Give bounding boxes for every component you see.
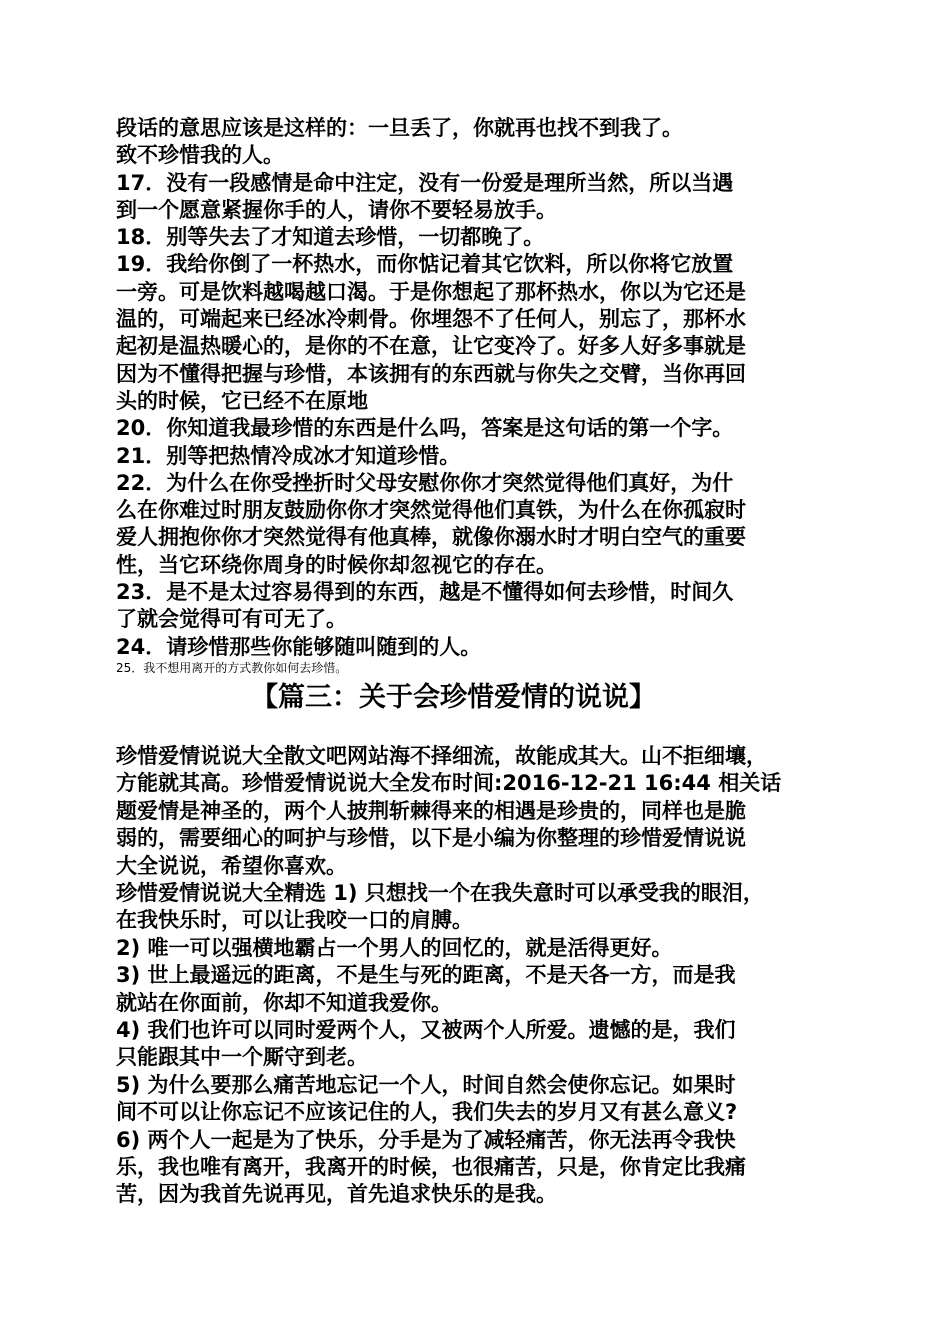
text-line: 到一个愿意紧握你手的人，请你不要轻易放手。	[116, 197, 557, 222]
text-line: 18．别等失去了才知道去珍惜，一切都晚了。	[116, 225, 545, 250]
text-line: 弱的，需要细心的呵护与珍惜，以下是小编为你整理的珍惜爱情说说	[116, 826, 746, 851]
text-line: 珍惜爱情说说大全精选 1) 只想找一个在我失意时可以承受我的眼泪，	[116, 880, 764, 905]
text-line: 起初是温热暖心的，是你的不在意，让它变冷了。好多人好多事就是	[116, 334, 746, 359]
text-line: 只能跟其中一个厮守到老。	[116, 1045, 368, 1070]
text-line: 22．为什么在你受挫折时父母安慰你你才突然觉得他们真好，为什	[116, 470, 734, 495]
text-line: 20．你知道我最珍惜的东西是什么吗，答案是这句话的第一个字。	[116, 416, 734, 441]
text-line: 4) 我们也许可以同时爱两个人，又被两个人所爱。遗憾的是，我们	[116, 1018, 736, 1042]
text-line: 21．别等把热情冷成冰才知道珍惜。	[116, 443, 461, 468]
text-line: 头的时候，它已经不在原地	[116, 388, 368, 413]
text-line: 么在你难过时朋友鼓励你你才突然觉得他们真铁，为什么在你孤寂时	[116, 498, 746, 523]
small-text-line: 25．我不想用离开的方式教你如何去珍惜。	[116, 660, 348, 675]
section-1-text	[116, 115, 836, 676]
text-line: 24．请珍惜那些你能够随叫随到的人。	[116, 634, 482, 659]
text-line: 爱人拥抱你你才突然觉得有他真棒，就像你溺水时才明白空气的重要	[116, 525, 746, 550]
text-line: 方能就其高。珍惜爱情说说大全发布时间:2016-12-21 16:44 相关话	[116, 771, 782, 796]
text-line: 3) 世上最遥远的距离，不是生与死的距离，不是天各一方，而是我	[116, 963, 736, 988]
text-line: 23．是不是太过容易得到的东西，越是不懂得如何去珍惜，时间久	[116, 580, 734, 605]
text-line: 段话的意思应该是这样的：一旦丢了，你就再也找不到我了。	[116, 116, 683, 140]
document-body	[116, 115, 836, 1209]
text-line: 因为不懂得把握与珍惜，本该拥有的东西就与你失之交臂，当你再回	[116, 361, 746, 386]
text-line: 了就会觉得可有可无了。	[116, 607, 347, 632]
text-line: 珍惜爱情说说大全散文吧网站海不择细流，故能成其大。山不拒细壤，	[116, 743, 767, 768]
text-line: 乐，我也唯有离开，我离开的时候，也很痛苦，只是，你肯定比我痛	[116, 1155, 746, 1180]
text-line: 性，当它环绕你周身的时候你却忽视它的存在。	[116, 552, 557, 577]
text-line: 19．我给你倒了一杯热水，而你惦记着其它饮料，所以你将它放置	[116, 252, 734, 277]
text-line: 2) 唯一可以强横地霸占一个男人的回忆的，就是活得更好。	[116, 935, 673, 960]
text-line: 致不珍惜我的人。	[116, 143, 284, 168]
section-2-text	[116, 743, 836, 1209]
text-line: 温的，可端起来已经冰冷刺骨。你埋怨不了任何人，别忘了，那杯水	[116, 307, 746, 332]
text-line: 一旁。可是饮料越喝越口渴。于是你想起了那杯热水，你以为它还是	[116, 279, 746, 304]
text-line: 6) 两个人一起是为了快乐，分手是为了减轻痛苦，你无法再令我快	[116, 1127, 736, 1152]
text-line: 苦，因为我首先说再见，首先追求快乐的是我。	[116, 1182, 557, 1207]
text-line: 间不可以让你忘记不应该记住的人，我们失去的岁月又有甚么意义?	[116, 1100, 738, 1125]
text-line: 题爱情是神圣的，两个人披荆斩棘得来的相遇是珍贵的，同样也是脆	[116, 798, 746, 823]
text-line: 就站在你面前，你却不知道我爱你。	[116, 990, 452, 1015]
section-heading: 【篇三：关于会珍惜爱情的说说】	[251, 681, 656, 713]
text-line: 17．没有一段感情是命中注定，没有一份爱是理所当然，所以当遇	[116, 170, 734, 195]
text-line: 大全说说，希望你喜欢。	[116, 853, 347, 878]
text-line: 在我快乐时，可以让我咬一口的肩膊。	[116, 908, 473, 933]
text-line: 5) 为什么要那么痛苦地忘记一个人，时间自然会使你忘记。如果时	[116, 1072, 736, 1097]
